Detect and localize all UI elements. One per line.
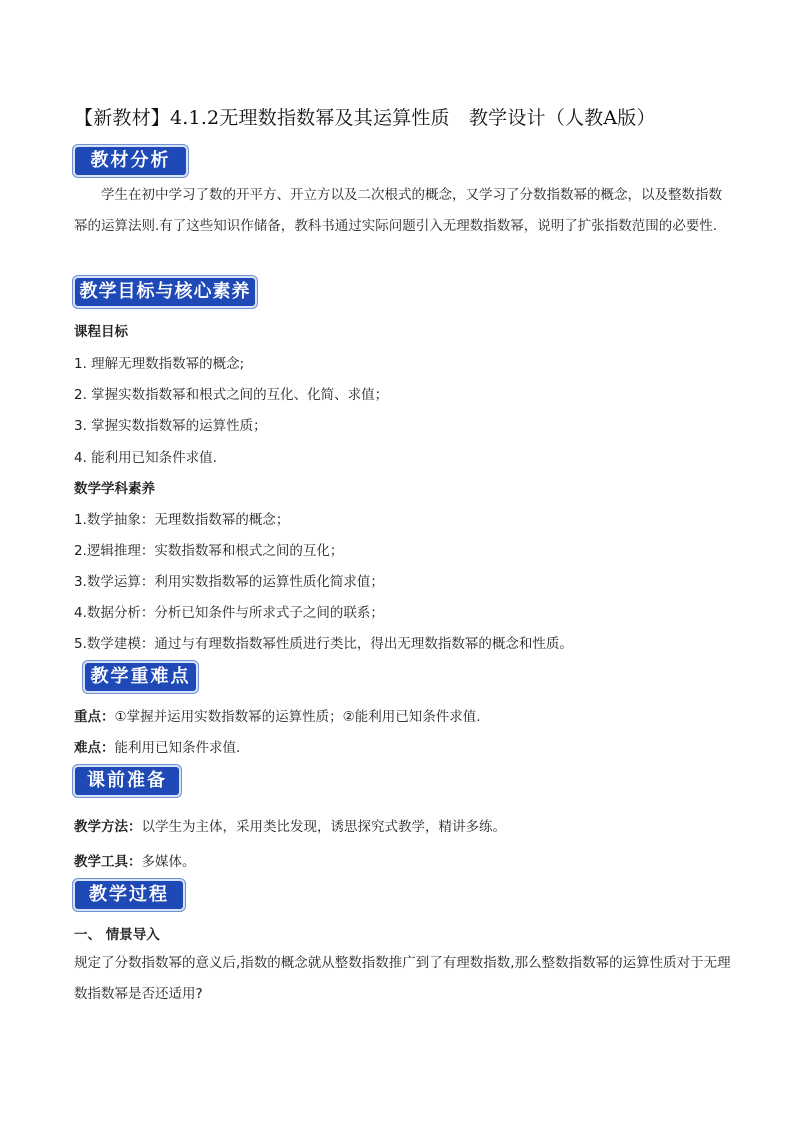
method-line	[74, 815, 506, 835]
section-badge-prep: 课前准备	[75, 767, 179, 795]
step1-paragraph: 规定了分数指数幂的意义后,指数的概念就从整数指数推广到了有理数指数,那么整数指数幂的运算性质对于无理数指数幂是否还适用?	[74, 955, 731, 1002]
literacy-item: 5.数学建模：通过与有理数指数幂性质进行类比，得出无理数指数幂的概念和性质。	[74, 636, 573, 652]
course-goal-item: 2. 掌握实数指数幂和根式之间的互化、化简、求值；	[74, 387, 389, 403]
section-badge-analysis: 教材分析	[75, 147, 186, 175]
course-goal-item: 1. 理解无理数指数幂的概念;	[74, 356, 245, 372]
analysis-paragraph: 学生在初中学习了数的开平方、开立方以及二次根式的概念，又学习了分数指数幂的概念，以及整数指数幂的运算法则.有了这些知识作储备，教科书通过实际问题引入无理数指数幂，说明了扩张指数范围的必要性.	[74, 187, 722, 234]
tool-text: 多媒体。	[141, 854, 196, 870]
focus-text: ①掌握并运用实数指数幂的运算性质；②能利用已知条件求值.	[114, 709, 481, 725]
tool-line	[74, 850, 196, 870]
method-text: 以学生为主体，采用类比发现，诱思探究式教学，精讲多练。	[141, 819, 506, 835]
section-badge-key-points: 教学重难点	[85, 663, 196, 691]
literacy-item: 4.数据分析：分析已知条件与所求式子之间的联系；	[74, 605, 384, 621]
method-label: 教学方法：	[74, 819, 142, 835]
literacy-item: 1.数学抽象：无理数指数幂的概念；	[74, 512, 290, 528]
tool-label: 教学工具：	[74, 854, 142, 870]
literacy-item: 2.逻辑推理：实数指数幂和根式之间的互化；	[74, 543, 344, 559]
course-goal-item: 4. 能利用已知条件求值.	[74, 450, 217, 466]
difficulty-text: 能利用已知条件求值.	[114, 740, 241, 756]
difficulty-label: 难点：	[74, 740, 115, 756]
literacy-item: 3.数学运算：利用实数指数幂的运算性质化简求值；	[74, 574, 384, 590]
literacy-heading: 数学学科素养	[74, 481, 155, 497]
document-title: 【新教材】4.1.2无理数指数幂及其运算性质 教学设计（人教A版）	[74, 107, 656, 129]
focus-line	[74, 705, 481, 725]
course-goals-heading: 课程目标	[74, 324, 128, 340]
difficulty-line	[74, 736, 240, 756]
section-badge-goals: 教学目标与核心素养	[75, 278, 255, 306]
focus-label: 重点：	[74, 709, 115, 725]
step1-heading: 一、 情景导入	[74, 927, 160, 943]
section-badge-process: 教学过程	[75, 881, 183, 909]
course-goal-item: 3. 掌握实数指数幂的运算性质；	[74, 418, 267, 434]
